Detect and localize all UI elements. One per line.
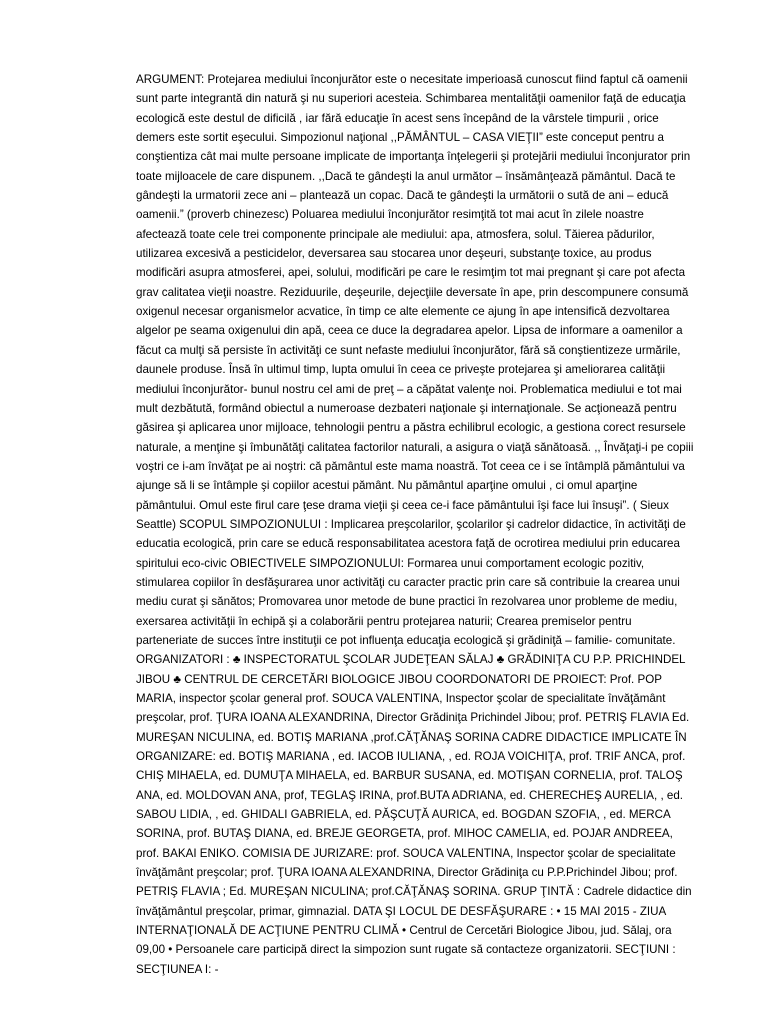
document-body-text: ARGUMENT: Protejarea mediului înconjurător este o necesitate imperioasă cunoscut fiind faptul că oamenii sunt parte integrantă din natură şi nu superiori acesteia. Schimbarea mentalităţii oamenilor faţă de educaţia ecologică este destul de dificilă , iar fără educaţie în acest sens începând de la vârstele timpurii , orice demers este sortit eşecului. Simpozionul naţional ,,PĂMÂNTUL – CASA VIEŢII” este conceput pentru a conştientiza cât mai multe persoane implicate de importanţa înţelegerii şi protejării mediului înconjurator prin toate mijloacele de care dispunem. ,,Dacă te gândeşti la anul următor – însămânţează pământul. Dacă te gândeşti la urmatorii zece ani – plantează un copac. Dacă te gândeşti la următorii o sută de ani – educă oamenii.” (proverb chinezesc) Poluarea mediului înconjurător resimţită tot mai acut în zilele noastre afectează toate cele trei componente principale ale mediului: apa, atmosfera, solul. Tăierea pădurilor, utilizarea excesivă a pesticidelor, deversarea sau stocarea unor deşeuri, substanţe toxice, au produs modificări asupra atmosferei, apei, solului, modificări pe care le resimţim tot mai pregnant şi care pot afecta grav calitatea vieţii noastre. Reziduurile, deşeurile, dejecţiile deversate în ape, prin descompunere consumă oxigenul necesar organismelor acvatice, în timp ce alte elemente ce ajung în ape intensifică dezvoltarea algelor pe seama oxigenului din apă, ceea ce duce la degradarea apelor. Lipsa de informare a oamenilor a făcut ca mulţi să persiste în activităţi ce sunt nefaste mediului înconjurător, fără să conştientizeze urmările, daunele produse. Însă în ultimul timp, lupta omului în ceea ce priveşte protejarea şi ameliorarea calităţii mediului înconjurător- bunul nostru cel ami de preţ – a căpătat valenţe noi. Problematica mediului e tot mai mult dezbătută, formând obiectul a numeroase dezbateri naţionale şi internaţionale. Se acţionează pentru găsirea şi aplicarea unor mijloace, tehnologii pentru a păstra echilibrul ecologic, a gestiona corect resursele naturale, a menţine şi îmbunătăţi calitatea factorilor naturali, a asigura o viaţă sănătoasă. ,, Învăţaţi-i pe copiii voştri ce i-am învăţat pe ai noştri: că pământul este mama noastră. Tot ceea ce i se întâmplă pământului va ajunge să li se întâmple şi copiilor acestui pământ. Nu pământul aparţine omului , ci omul aparţine pământului. Omul este firul care ţese drama vieţii şi ceea ce-i face pământului îşi face lui însuşi”. ( Sieux Seattle) SCOPUL SIMPOZIONULUI : Implicarea preşcolarilor, şcolarilor şi cadrelor didactice, în activităţi de educatia ecologică, prin care se educă responsabilitatea acestora faţă de ocrotirea mediului prin educarea spiritului eco-civic OBIECTIVELE SIMPOZIONULUI: Formarea unui comportament ecologic pozitiv, stimularea copiilor în desfăşurarea unor activităţi cu caracter practic prin care să contribuie la crearea unui mediu curat şi sănătos; Promovarea unor metode de bune practici în rezolvarea unor probleme de mediu, exersarea activităţii în echipă şi a colaborării pentru protejarea naturii; Crearea premiselor pentru parteneriate de succes între instituţii ce pot influenţa educaţia ecologică şi grădiniţă – familie- comunitate. ORGANIZATORI : ♣ INSPECTORATUL ŞCOLAR JUDEŢEAN SĂLAJ ♣ GRĂDINIŢA CU P.P. PRICHINDEL JIBOU ♣ CENTRUL DE CERCETĂRI BIOLOGICE JIBOU COORDONATORI DE PROIECT: Prof. POP MARIA, inspector şcolar general prof. SOUCA VALENTINA, Inspector şcolar de specialitate învăţământ preşcolar, prof. ŢURA IOANA ALEXANDRINA, Director Grădiniţa Prichindel Jibou; prof. PETRIŞ FLAVIA Ed. MUREŞAN NICULINA, ed. BOTIŞ MARIANA ,prof.CĂŢĂNAŞ SORINA CADRE DIDACTICE IMPLICATE ÎN ORGANIZARE: ed. BOTIŞ MARIANA , ed. IACOB IULIANA, , ed. ROJA VOICHIŢA, prof. TRIF ANCA, prof. CHIŞ MIHAELA, ed. DUMUŢA MIHAELA, ed. BARBUR SUSANA, ed. MOTIŞAN CORNELIA, prof. TALOŞ ANA, ed. MOLDOVAN ANA, prof, TEGLAŞ IRINA, prof.BUTA ADRIANA, ed. CHERECHEŞ AURELIA, , ed. SABOU LIDIA, , ed. GHIDALI GABRIELA, ed. PĂŞCUŢĂ AURICA, ed. BOGDAN SZOFIA, , ed. MERCA SORINA, prof. BUTAŞ DIANA, ed. BREJE GEORGETA, prof. MIHOC CAMELIA, ed. POJAR ANDREEA, prof. BAKAI ENIKO. COMISIA DE JURIZARE: prof. SOUCA VALENTINA, Inspector şcolar de specialitate învăţământ preşcolar; prof. ŢURA IOANA ALEXANDRINA, Director Grădiniţa cu P.P.Prichindel Jibou; prof. PETRIŞ FLAVIA ; Ed. MUREŞAN NICULINA; prof.CĂŢĂNAŞ SORINA. GRUP ŢINTĂ : Cadrele didactice din învăţământul preşcolar, primar, gimnazial. DATA ŞI LOCUL DE DESFĂŞURARE : • 15 MAI 2015 - ZIUA INTERNAŢIONALĂ DE ACŢIUNE PENTRU CLIMĂ • Centrul de Cercetări Biologice Jibou, jud. Sălaj, ora 09,00 • Persoanele care participă direct la simpozion sunt rugate să contacteze organizatorii. SECŢIUNI : SECŢIUNEA I: - [136, 73, 694, 976]
